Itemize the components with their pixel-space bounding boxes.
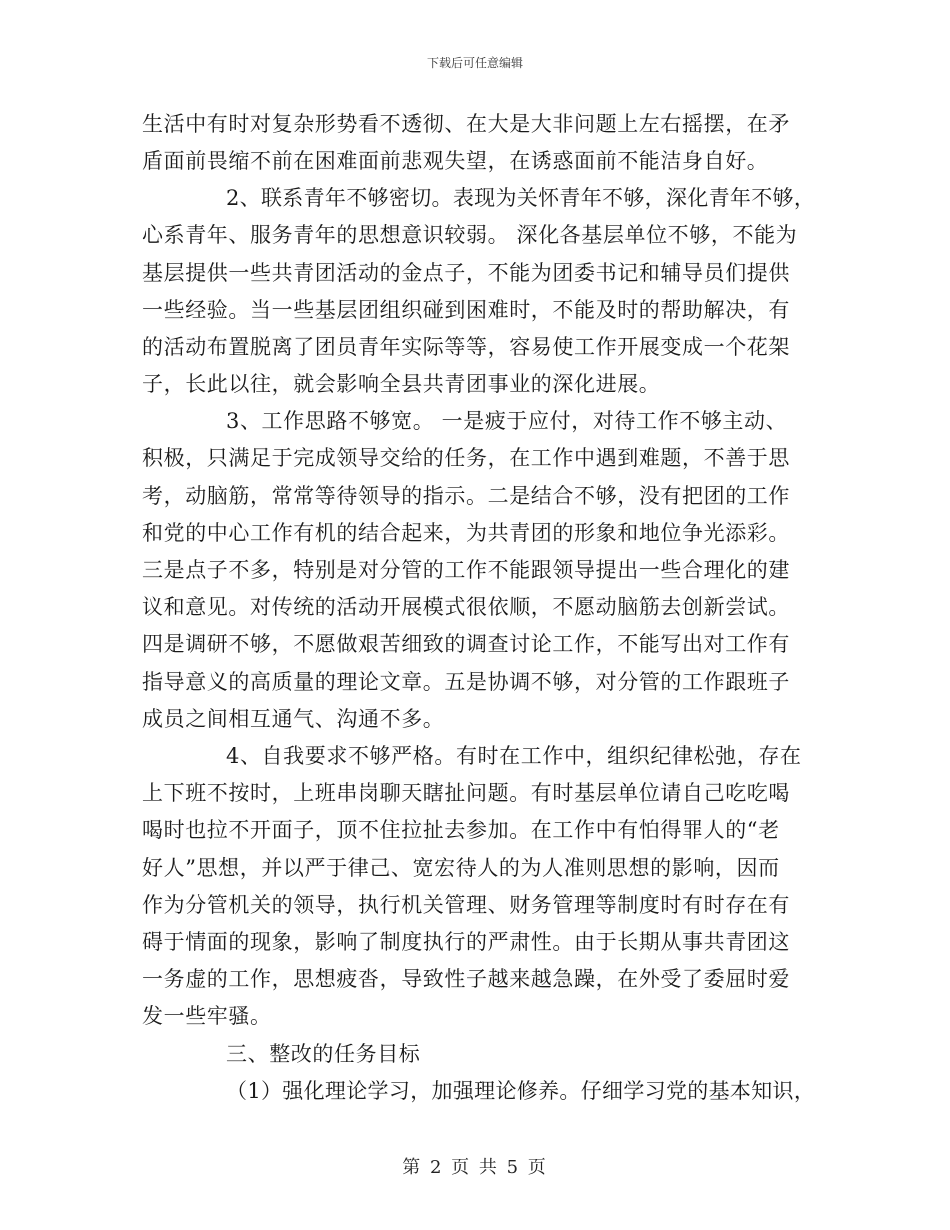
text-line: 一些经验。当一些基层团组织碰到困难时，不能及时的帮助解决，有 bbox=[142, 298, 790, 322]
text-line: （1）强化理论学习，加强理论修养。仔细学习党的基本知识， bbox=[226, 1079, 816, 1103]
text-line: 发一些牢骚。 bbox=[142, 1004, 272, 1028]
text-line: 上下班不按时，上班串岗聊天瞎扯问题。有时基层单位请自己吃吃喝 bbox=[142, 781, 790, 805]
text-line: 盾面前畏缩不前在困难面前悲观失望，在诱惑面前不能洁身自好。 bbox=[142, 149, 769, 173]
text-line: 成员之间相互通气、沟通不多。 bbox=[142, 707, 445, 731]
page-header: 下载后可任意编辑 bbox=[426, 56, 523, 70]
text-line: 考，动脑筋，常常等待领导的指示。二是结合不够，没有把团的工作 bbox=[142, 484, 790, 508]
text-line: 4、自我要求不够严格。有时在工作中，组织纪律松弛，存在 bbox=[226, 744, 802, 768]
text-line: 子，长此以往，就会影响全县共青团事业的深化进展。 bbox=[142, 372, 661, 396]
text-line: 指导意义的高质量的理论文章。五是协调不够，对分管的工作跟班子 bbox=[142, 670, 790, 694]
text-line: 生活中有时对复杂形势看不透彻、在大是大非问题上左右摇摆，在矛 bbox=[142, 112, 790, 136]
text-line: 3、工作思路不够宽。 一是疲于应付，对待工作不够主动、 bbox=[226, 409, 788, 433]
text-line: 三是点子不多，特别是对分管的工作不能跟领导提出一些合理化的建 bbox=[142, 558, 790, 582]
text-line: 喝时也拉不开面子，顶不住拉扯去参加。在工作中有怕得罪人的“老 bbox=[142, 818, 780, 842]
section-heading: 三、整改的任务目标 bbox=[226, 1042, 421, 1066]
text-line: 一务虚的工作，思想疲沓，导致性子越来越急躁，在外受了委屈时爱 bbox=[142, 967, 790, 991]
text-line: 作为分管机关的领导，执行机关管理、财务管理等制度时有时存在有 bbox=[142, 893, 790, 917]
text-line: 积极，只满足于完成领导交给的任务，在工作中遇到难题，不善于思 bbox=[142, 446, 790, 470]
text-line: 议和意见。对传统的活动开展模式很依顺，不愿动脑筋去创新尝试。 bbox=[142, 595, 790, 619]
text-line: 和党的中心工作有机的结合起来，为共青团的形象和地位争光添彩。 bbox=[142, 521, 790, 545]
page-number: 第 2 页 共 5 页 bbox=[402, 1157, 548, 1178]
text-line: 2、联系青年不够密切。表现为关怀青年不够，深化青年不够， bbox=[226, 186, 816, 210]
text-line: 基层提供一些共青团活动的金点子，不能为团委书记和辅导员们提供 bbox=[142, 261, 790, 285]
text-line: 的活动布置脱离了团员青年实际等等，容易使工作开展变成一个花架 bbox=[142, 335, 790, 359]
text-line: 好人”思想，并以严于律己、宽宏待人的为人准则思想的影响，因而 bbox=[142, 856, 780, 880]
text-line: 碍于情面的现象，影响了制度执行的严肃性。由于长期从事共青团这 bbox=[142, 930, 790, 954]
text-line: 四是调研不够，不愿做艰苦细致的调查讨论工作，不能写出对工作有 bbox=[142, 632, 790, 656]
text-line: 心系青年、服务青年的思想意识较弱。 深化各基层单位不够，不能为 bbox=[142, 223, 798, 247]
